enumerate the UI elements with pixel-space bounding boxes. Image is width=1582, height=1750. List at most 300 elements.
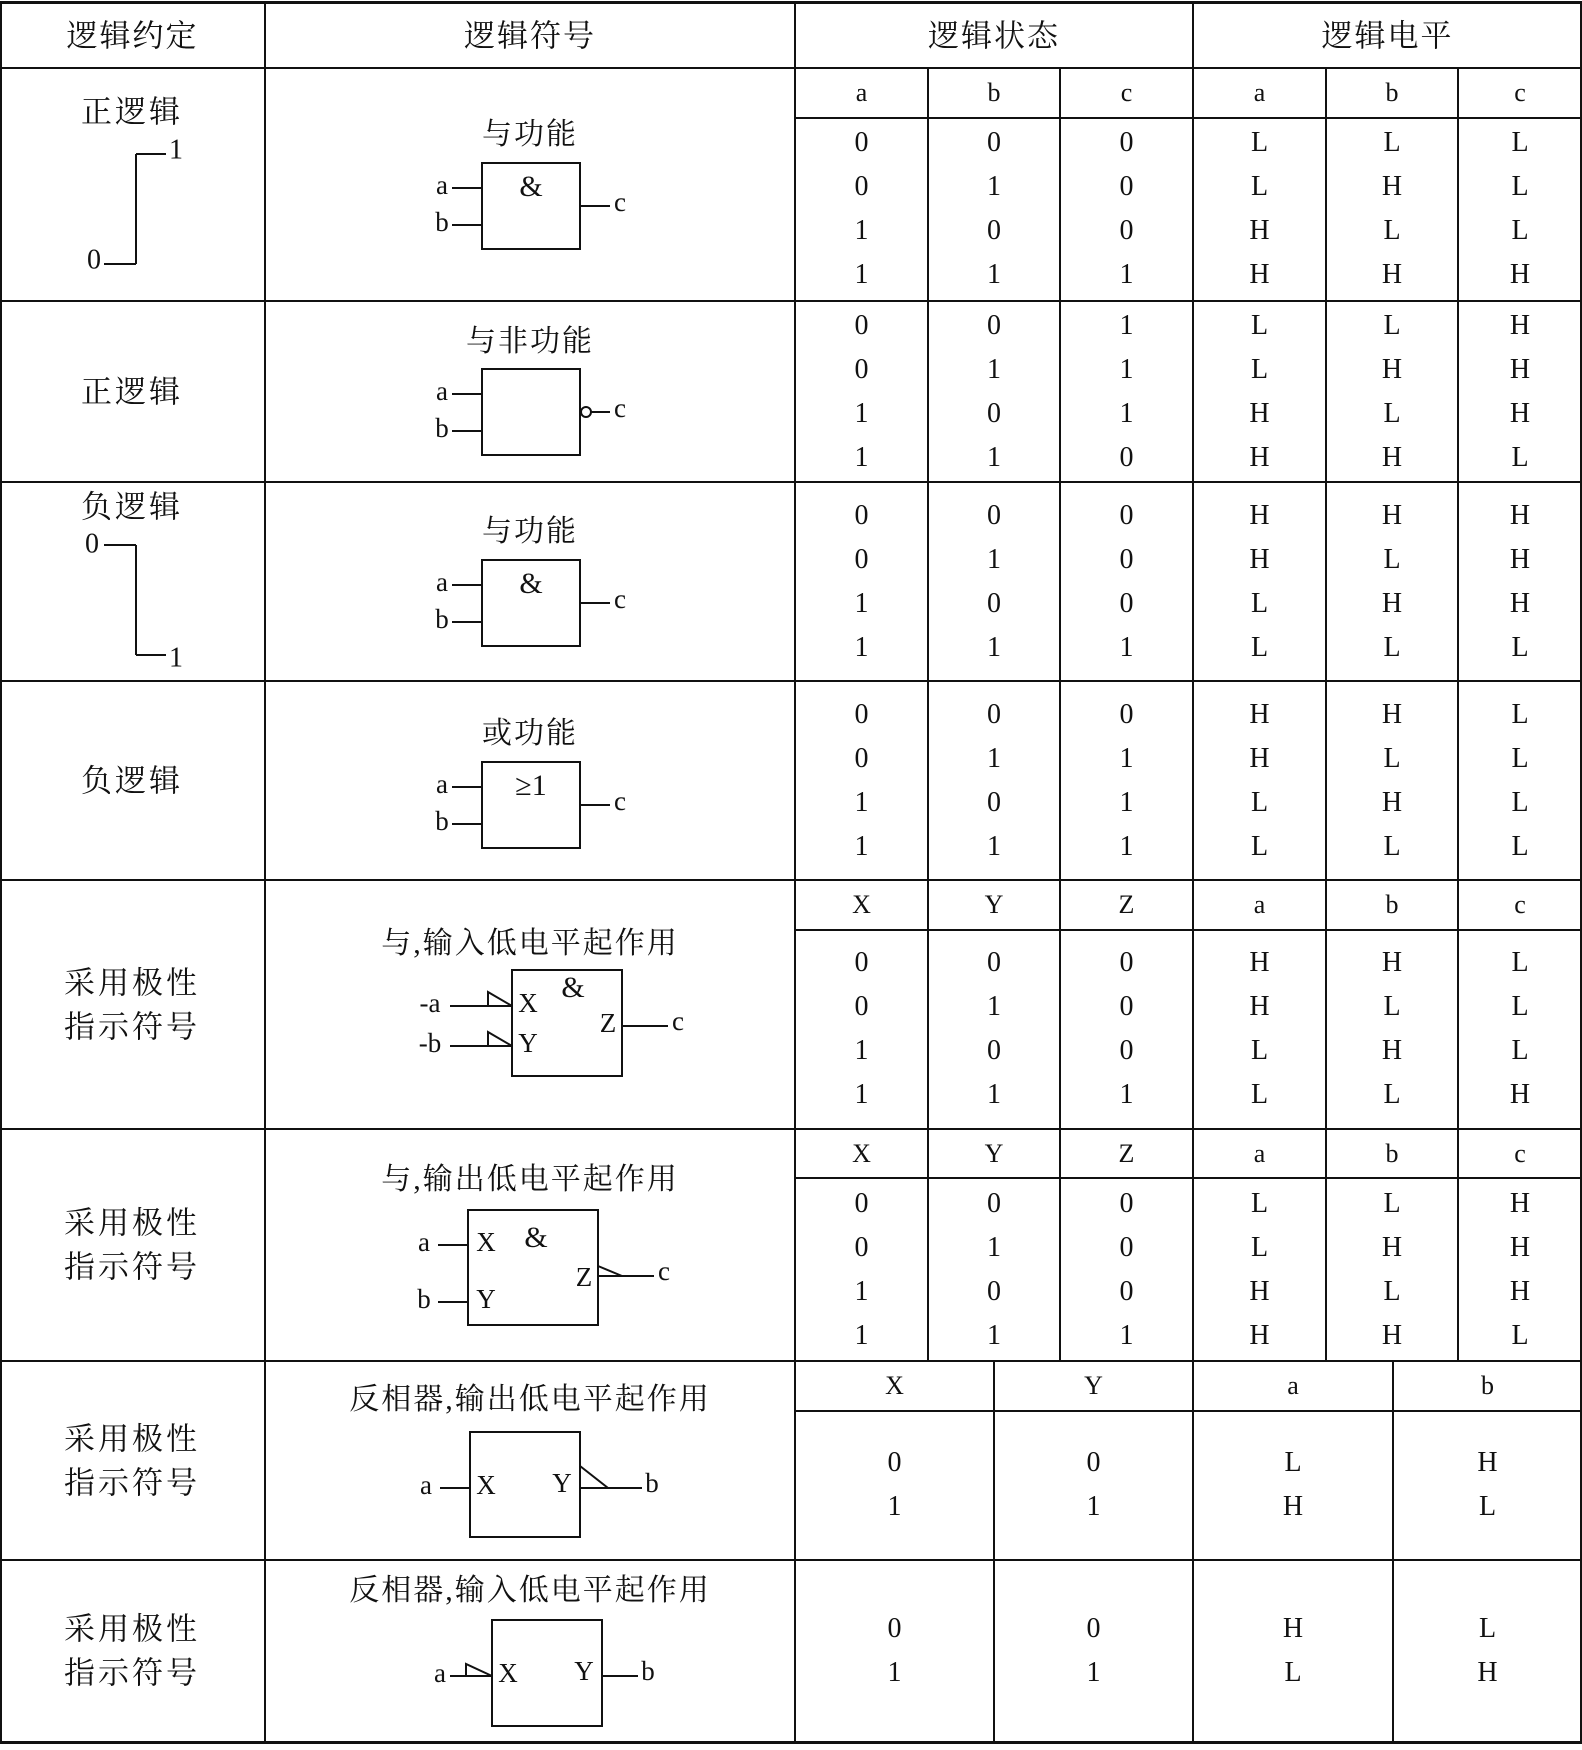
table-cell: H (1249, 947, 1270, 978)
state-subheader: b (1385, 78, 1399, 107)
table-cell: H (1249, 991, 1270, 1022)
table-cell: 0 (854, 310, 869, 341)
subcolumn-rule (1457, 681, 1459, 880)
subcolumn-rule (927, 482, 929, 681)
table-cell: H (1249, 544, 1270, 575)
subcolumn-rule (993, 1361, 995, 1560)
subcolumn-rule (1457, 68, 1459, 301)
table-cell: 1 (1119, 831, 1134, 862)
table-cell: L (1250, 1035, 1269, 1066)
table-cell: 0 (1119, 500, 1134, 531)
table-cell: L (1478, 1613, 1497, 1644)
table-cell: L (1511, 831, 1529, 862)
table-cell: L (1383, 1188, 1401, 1219)
logic-convention-label: 采用极性 (64, 1421, 200, 1456)
gate-qualifier: & (561, 970, 585, 1004)
and_low_out-gate-symbol (370, 1210, 690, 1340)
gate-qualifier: & (519, 169, 543, 203)
column-header: 逻辑状态 (928, 18, 1060, 54)
table-cell: 0 (987, 1276, 1001, 1307)
table-cell: 1 (1119, 1079, 1134, 1110)
row-separator (0, 300, 1582, 302)
table-cell: L (1511, 991, 1529, 1022)
gate-qualifier: & (519, 566, 543, 600)
table-cell: L (1284, 1657, 1302, 1688)
state-subheader: c (1120, 78, 1133, 107)
table-cell: 0 (887, 1613, 902, 1644)
table-cell: 0 (1086, 1447, 1101, 1478)
table-cell: 1 (987, 743, 1001, 774)
row-separator (0, 1360, 1582, 1362)
logic-convention-label: 采用极性 (64, 965, 200, 1000)
input-label: a (418, 1227, 430, 1258)
input-label: -a (419, 988, 441, 1019)
table-cell: L (1250, 1188, 1269, 1219)
table-cell: 0 (987, 699, 1001, 730)
logic-convention-label: 正逻辑 (81, 374, 183, 409)
table-cell: L (1511, 442, 1529, 473)
table-cell: H (1477, 1657, 1498, 1688)
table-cell: L (1250, 787, 1269, 818)
table-cell: 1 (887, 1491, 902, 1522)
table-cell: L (1511, 947, 1529, 978)
subheader-rule (795, 1410, 1582, 1412)
waveform-label-high: 1 (169, 642, 183, 674)
subheader-rule (795, 929, 1582, 931)
header-bottom-rule (0, 67, 1582, 69)
table-cell: 0 (987, 215, 1001, 246)
state-subheader: c (1514, 1138, 1526, 1168)
table-cell: L (1511, 632, 1529, 663)
input-label-b: b (435, 413, 449, 444)
table-cell: H (1381, 1035, 1403, 1066)
input-pin-label: X (476, 1227, 496, 1258)
state-subheader: a (1253, 1138, 1266, 1168)
table-cell: L (1250, 127, 1269, 158)
state-subheader: a (1287, 1371, 1299, 1400)
symbol-caption: 反相器,输入低电平起作用 (349, 1574, 711, 1607)
subcolumn-rule (927, 68, 929, 301)
table-cell: 0 (854, 354, 869, 385)
table-cell: L (1383, 127, 1401, 158)
input-pin-label: Y (476, 1284, 496, 1315)
state-subheader: a (1253, 78, 1266, 107)
table-cell: 1 (1119, 787, 1134, 818)
state-subheader: Y (984, 1138, 1004, 1168)
output-pin-label: Z (599, 1008, 617, 1039)
table-cell: 0 (987, 787, 1001, 818)
and-gate-symbol (370, 163, 690, 293)
table-cell: 0 (854, 1232, 869, 1263)
table-cell: L (1511, 787, 1529, 818)
table-cell: H (1509, 544, 1531, 575)
table-cell: 1 (1119, 354, 1134, 385)
table-cell: H (1381, 1320, 1403, 1351)
table-cell: 1 (987, 259, 1001, 290)
subcolumn-rule (1457, 880, 1459, 1129)
table-cell: 0 (1119, 947, 1134, 978)
table-cell: H (1249, 500, 1270, 531)
table-cell: H (1249, 259, 1270, 290)
logic-convention-label: 负逻辑 (81, 489, 183, 525)
logic-convention-label: 采用极性 (64, 1611, 200, 1647)
table-cell: 1 (1119, 259, 1134, 290)
table-cell: 0 (854, 947, 869, 978)
and-gate-symbol (370, 560, 690, 690)
table-cell: 0 (854, 743, 869, 774)
table-cell: L (1383, 1276, 1401, 1307)
subcolumn-rule (927, 681, 929, 880)
state-subheader: X (852, 890, 871, 919)
table-cell: 1 (1119, 398, 1134, 429)
table-cell: L (1383, 831, 1401, 862)
table-cell: H (1282, 1491, 1304, 1522)
table-cell: L (1250, 1232, 1269, 1263)
subcolumn-rule (1325, 1129, 1327, 1361)
table-bottom-rule (0, 1741, 1582, 1744)
symbol-caption: 反相器,输出低电平起作用 (349, 1383, 711, 1416)
input-pin-label: X (498, 1658, 518, 1689)
table-cell: L (1250, 310, 1269, 341)
table-cell: 0 (1119, 1276, 1134, 1307)
output-label: c (614, 393, 626, 424)
table-cell: H (1509, 500, 1531, 531)
table-cell: 0 (854, 699, 869, 730)
column-header: 逻辑电平 (1321, 18, 1454, 54)
table-cell: L (1511, 743, 1529, 774)
table-cell: 0 (987, 1188, 1001, 1219)
polarity-indicator (580, 1466, 608, 1488)
subcolumn-rule (1059, 880, 1061, 1129)
subcolumn-rule (1392, 1560, 1394, 1742)
polarity-indicator (488, 992, 512, 1006)
table-cell: 0 (854, 127, 869, 158)
table-cell: 1 (854, 442, 869, 473)
table-cell: H (1477, 1447, 1498, 1478)
column-header: 逻辑约定 (66, 18, 199, 54)
table-cell: 0 (1086, 1613, 1101, 1644)
table-cell: 1 (1086, 1657, 1101, 1688)
table-cell: H (1282, 1613, 1304, 1644)
table-cell: 0 (854, 500, 869, 531)
polarity-indicator (488, 1032, 512, 1046)
table-cell: 1 (987, 991, 1001, 1022)
logic-convention-label: 正逻辑 (81, 94, 183, 130)
table-cell: H (1381, 354, 1403, 385)
table-cell: H (1509, 354, 1531, 385)
output-label: b (645, 1468, 659, 1499)
logic-convention-label: 负逻辑 (81, 763, 183, 798)
subheader-rule (795, 1177, 1582, 1179)
table-cell: 1 (854, 787, 869, 818)
input-label: a (434, 1658, 446, 1689)
column-rule (794, 2, 796, 1742)
logic-convention-label: 采用极性 (64, 1205, 200, 1241)
table-cell: H (1381, 171, 1403, 202)
subcolumn-rule (1059, 301, 1061, 482)
subcolumn-rule (1457, 301, 1459, 482)
symbol-caption: 与功能 (482, 118, 578, 151)
table-cell: 0 (987, 947, 1001, 978)
table-cell: L (1383, 215, 1401, 246)
table-cell: 1 (987, 1232, 1001, 1263)
row-separator (0, 879, 1582, 881)
table-cell: 1 (887, 1657, 902, 1688)
table-cell: 0 (1119, 442, 1134, 473)
logic-convention-label: 指示符号 (64, 1655, 200, 1691)
gate-box (482, 369, 580, 455)
table-cell: 1 (987, 442, 1001, 473)
table-cell: 1 (987, 1079, 1001, 1110)
table-cell: L (1250, 588, 1269, 619)
table-cell: H (1381, 442, 1403, 473)
output-pin-label: Y (574, 1656, 594, 1687)
nand-gate-symbol (370, 369, 690, 499)
table-cell: L (1511, 215, 1529, 246)
table-cell: H (1509, 1232, 1531, 1263)
output-label: b (641, 1656, 655, 1687)
output-label: c (614, 187, 626, 218)
table-cell: 1 (854, 215, 869, 246)
table-cell: H (1509, 588, 1531, 619)
subcolumn-rule (993, 1560, 995, 1742)
waveform-label-low: 0 (87, 244, 101, 276)
subcolumn-rule (1059, 1129, 1061, 1361)
and_low_in-gate-symbol (370, 970, 690, 1100)
state-subheader: c (1514, 78, 1526, 107)
state-subheader: a (1253, 890, 1266, 919)
table-cell: 0 (1119, 1035, 1134, 1066)
table-cell: H (1381, 947, 1403, 978)
table-cell: L (1250, 632, 1269, 663)
table-cell: 1 (987, 171, 1001, 202)
table-cell: H (1381, 588, 1403, 619)
table-cell: L (1383, 310, 1401, 341)
state-subheader: b (1385, 1138, 1399, 1168)
table-cell: 1 (1119, 743, 1134, 774)
table-cell: 1 (854, 259, 869, 290)
table-cell: H (1381, 1232, 1403, 1263)
table-cell: L (1478, 1491, 1497, 1522)
column-rule (264, 2, 266, 1742)
table-top-rule (0, 1, 1582, 4)
table-cell: 0 (987, 310, 1001, 341)
symbol-caption: 与非功能 (466, 325, 594, 358)
subcolumn-rule (1059, 68, 1061, 301)
table-cell: 1 (854, 831, 869, 862)
column-rule (1192, 2, 1194, 1742)
table-cell: 0 (987, 1035, 1001, 1066)
subcolumn-rule (927, 301, 929, 482)
table-cell: 0 (1119, 544, 1134, 575)
input-label: a (420, 1470, 432, 1501)
table-cell: 0 (1119, 171, 1134, 202)
subcolumn-rule (1325, 482, 1327, 681)
table-cell: 1 (1119, 632, 1134, 663)
table-cell: 1 (854, 398, 869, 429)
table-cell: L (1511, 1320, 1529, 1351)
table-cell: H (1381, 259, 1403, 290)
row-separator (0, 1559, 1582, 1561)
output-label: c (614, 786, 626, 817)
table-cell: 0 (1119, 215, 1134, 246)
subcolumn-rule (1392, 1361, 1394, 1560)
table-cell: 0 (854, 544, 869, 575)
symbol-caption: 或功能 (482, 717, 578, 750)
table-cell: 1 (1119, 310, 1134, 341)
or-gate-symbol (370, 762, 690, 892)
table-cell: 0 (987, 127, 1001, 158)
table-cell: H (1509, 310, 1531, 341)
table-cell: H (1509, 259, 1531, 290)
table-cell: L (1383, 398, 1401, 429)
table-cell: 0 (887, 1447, 902, 1478)
table-cell: H (1381, 699, 1403, 730)
row-separator (0, 680, 1582, 682)
state-subheader: a (855, 78, 868, 107)
table-cell: H (1509, 1188, 1531, 1219)
table-cell: 1 (987, 831, 1001, 862)
gate-qualifier: & (524, 1220, 548, 1254)
subcolumn-rule (1059, 482, 1061, 681)
table-cell: 0 (987, 500, 1001, 531)
state-subheader: c (1514, 890, 1526, 919)
negation-bubble (581, 407, 591, 417)
subcolumn-rule (927, 880, 929, 1129)
inv_low_in-gate-symbol (370, 1620, 690, 1750)
state-subheader: Y (984, 890, 1004, 919)
table-cell: 0 (1119, 699, 1134, 730)
table-cell: 1 (987, 544, 1001, 575)
table-cell: L (1250, 354, 1269, 385)
subcolumn-rule (1325, 681, 1327, 880)
table-cell: 0 (987, 398, 1001, 429)
logic-convention-label: 指示符号 (64, 1009, 200, 1044)
input-pin-label: X (518, 988, 538, 1019)
table-cell: H (1509, 1276, 1531, 1307)
table-cell: 0 (1119, 127, 1134, 158)
table-cell: 0 (854, 171, 869, 202)
table-cell: H (1249, 398, 1270, 429)
table-cell: L (1284, 1447, 1302, 1478)
input-label: -b (418, 1028, 442, 1059)
state-subheader: Z (1118, 890, 1135, 919)
output-label: c (672, 1006, 684, 1037)
table-cell: L (1383, 743, 1401, 774)
table-cell: L (1383, 991, 1401, 1022)
subcolumn-rule (1457, 482, 1459, 681)
table-cell: H (1509, 1079, 1531, 1110)
table-cell: L (1250, 831, 1269, 862)
output-label: c (614, 584, 626, 615)
table-cell: L (1250, 171, 1269, 202)
waveform-label-low: 0 (85, 528, 99, 560)
table-left-rule (0, 2, 2, 1742)
state-subheader: Y (1084, 1371, 1103, 1400)
table-cell: 0 (987, 588, 1001, 619)
state-subheader: X (885, 1371, 904, 1400)
subcolumn-rule (1325, 880, 1327, 1129)
subcolumn-rule (1059, 681, 1061, 880)
table-cell: L (1383, 632, 1401, 663)
table-cell: 1 (854, 1079, 869, 1110)
input-pin-label: X (476, 1470, 496, 1501)
table-cell: 1 (854, 1320, 869, 1351)
subcolumn-rule (1457, 1129, 1459, 1361)
table-cell: 1 (987, 1320, 1001, 1351)
input-label-b: b (435, 806, 449, 837)
inv_low_out-gate-symbol (370, 1432, 690, 1562)
table-cell: L (1383, 544, 1401, 575)
table-cell: 0 (1119, 991, 1134, 1022)
table-cell: H (1381, 500, 1403, 531)
table-cell: L (1511, 699, 1529, 730)
table-cell: L (1250, 1079, 1269, 1110)
table-cell: 0 (854, 1188, 869, 1219)
table-cell: 0 (854, 991, 869, 1022)
table-cell: 1 (854, 588, 869, 619)
state-subheader: X (852, 1138, 871, 1168)
table-cell: H (1509, 398, 1531, 429)
table-cell: 0 (1119, 588, 1134, 619)
subcolumn-rule (1325, 301, 1327, 482)
output-pin-label: Z (575, 1262, 593, 1293)
table-cell: 1 (987, 632, 1001, 663)
table-cell: 1 (854, 1035, 869, 1066)
table-cell: H (1249, 743, 1270, 774)
input-label-a: a (436, 567, 448, 598)
state-subheader: Z (1118, 1138, 1135, 1168)
table-cell: L (1383, 1079, 1401, 1110)
table-cell: H (1249, 1320, 1270, 1351)
gate-qualifier: ≥1 (515, 768, 547, 802)
output-label: c (658, 1256, 670, 1287)
table-cell: L (1511, 171, 1529, 202)
polarity-indicator (598, 1266, 622, 1276)
row-separator (0, 1128, 1582, 1130)
table-cell: H (1381, 787, 1403, 818)
table-cell: L (1511, 127, 1529, 158)
state-subheader: b (1481, 1371, 1494, 1400)
table-cell: L (1511, 1035, 1529, 1066)
input-label-b: b (435, 604, 449, 635)
input-label-a: a (436, 170, 448, 201)
waveform-label-high: 1 (169, 134, 183, 166)
logic-convention-label: 指示符号 (64, 1249, 200, 1285)
table-cell: H (1249, 1276, 1270, 1307)
symbol-caption: 与,输出低电平起作用 (381, 1163, 679, 1196)
subcolumn-rule (927, 1129, 929, 1361)
positive-logic-waveform (80, 134, 200, 280)
subheader-rule (795, 117, 1582, 119)
polarity-indicator (466, 1664, 492, 1676)
symbol-caption: 与功能 (482, 515, 578, 548)
symbol-caption: 与,输入低电平起作用 (381, 927, 679, 960)
table-cell: H (1249, 215, 1270, 246)
output-pin-label: Y (552, 1468, 572, 1499)
subcolumn-rule (1325, 68, 1327, 301)
logic-convention-label: 指示符号 (64, 1465, 200, 1500)
table-cell: 1 (854, 632, 869, 663)
table-cell: 1 (1086, 1491, 1101, 1522)
input-pin-label: Y (518, 1028, 538, 1059)
table-cell: 1 (987, 354, 1001, 385)
table-cell: H (1249, 442, 1270, 473)
input-label-a: a (436, 769, 448, 800)
table-cell: 1 (1119, 1320, 1134, 1351)
input-label-b: b (435, 207, 449, 238)
table-cell: 0 (1119, 1188, 1134, 1219)
